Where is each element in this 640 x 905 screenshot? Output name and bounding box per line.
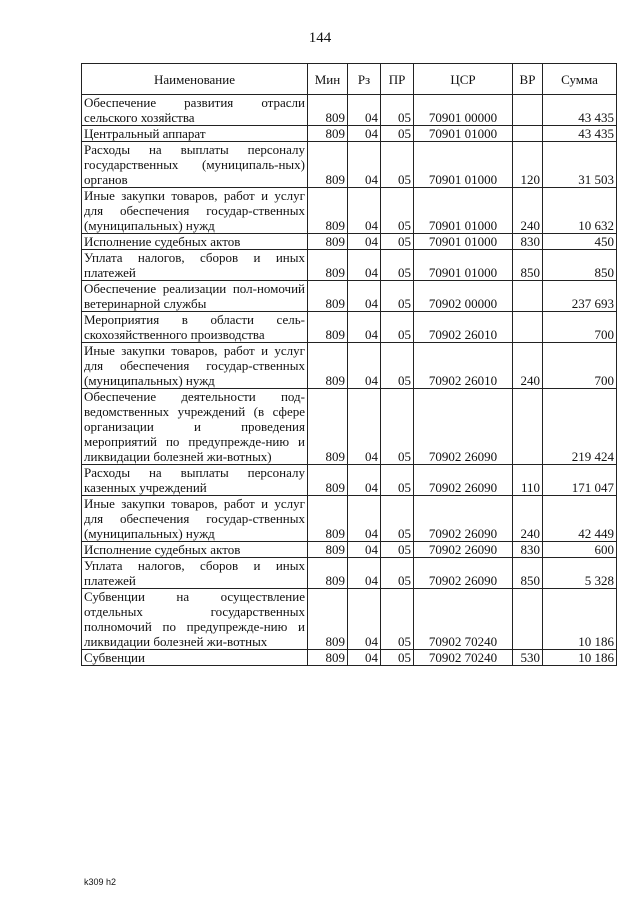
cell-vr: [513, 281, 543, 312]
table-row: [82, 496, 617, 542]
cell-name: Исполнение судебных актов: [82, 542, 308, 558]
header-rz: Рз: [348, 64, 381, 95]
cell-sum: 10 186: [543, 650, 617, 666]
cell-name: Обеспечение развития отрасли сельского хозяйства: [82, 95, 308, 126]
cell-pr: 05: [381, 281, 414, 312]
cell-pr: 05: [381, 188, 414, 234]
cell-csr: 70902 26090: [414, 465, 513, 496]
cell-name: Центральный аппарат: [82, 126, 308, 142]
cell-pr: 05: [381, 126, 414, 142]
cell-sum: 5 328: [543, 558, 617, 589]
cell-pr: 05: [381, 589, 414, 650]
cell-vr: [513, 589, 543, 650]
table-row: [82, 389, 617, 465]
cell-rz: 04: [348, 650, 381, 666]
cell-csr: 70902 26090: [414, 496, 513, 542]
cell-csr: 70902 70240: [414, 589, 513, 650]
header-vr: ВР: [513, 64, 543, 95]
cell-sum: 700: [543, 312, 617, 343]
cell-vr: [513, 389, 543, 465]
table-row: [82, 343, 617, 389]
cell-name: Иные закупки товаров, работ и услуг для обеспечения государ-ственных (муниципальных) нужд: [82, 343, 308, 389]
cell-rz: 04: [348, 281, 381, 312]
cell-min: 809: [308, 250, 348, 281]
cell-min: 809: [308, 465, 348, 496]
cell-name: Уплата налогов, сборов и иных платежей: [82, 558, 308, 589]
cell-vr: 530: [513, 650, 543, 666]
cell-name: Расходы на выплаты персоналу государственных (муниципаль-ных) органов: [82, 142, 308, 188]
cell-name: Уплата налогов, сборов и иных платежей: [82, 250, 308, 281]
budget-table: [81, 63, 617, 666]
cell-min: 809: [308, 650, 348, 666]
cell-vr: [513, 95, 543, 126]
cell-min: 809: [308, 312, 348, 343]
cell-name: Иные закупки товаров, работ и услуг для обеспечения государ-ственных (муниципальных) нужд: [82, 496, 308, 542]
cell-rz: 04: [348, 142, 381, 188]
cell-rz: 04: [348, 542, 381, 558]
cell-min: 809: [308, 558, 348, 589]
cell-name: Мероприятия в области сель-скохозяйственного производства: [82, 312, 308, 343]
cell-pr: 05: [381, 389, 414, 465]
cell-rz: 04: [348, 496, 381, 542]
cell-rz: 04: [348, 312, 381, 343]
cell-vr: 120: [513, 142, 543, 188]
cell-sum: 43 435: [543, 126, 617, 142]
cell-sum: 850: [543, 250, 617, 281]
page-number: 144: [308, 30, 332, 46]
cell-rz: 04: [348, 95, 381, 126]
cell-csr: 70901 01000: [414, 188, 513, 234]
header-pr: ПР: [381, 64, 414, 95]
footer-code: k309 h2: [84, 877, 117, 887]
cell-sum: 10 632: [543, 188, 617, 234]
cell-min: 809: [308, 389, 348, 465]
cell-csr: 70902 26090: [414, 389, 513, 465]
table-row: [82, 234, 617, 250]
cell-vr: 240: [513, 188, 543, 234]
cell-sum: 31 503: [543, 142, 617, 188]
cell-sum: 450: [543, 234, 617, 250]
table-row: [82, 95, 617, 126]
cell-name: Обеспечение деятельности под-ведомственных учреждений (в сфере организации и проведения мероприятий по предупрежде-нию и ликвидации болезней жи-вотных): [82, 389, 308, 465]
cell-rz: 04: [348, 589, 381, 650]
header-name: Наименование: [82, 64, 308, 95]
cell-csr: 70902 70240: [414, 650, 513, 666]
cell-pr: 05: [381, 142, 414, 188]
cell-pr: 05: [381, 542, 414, 558]
cell-rz: 04: [348, 188, 381, 234]
table-row: [82, 650, 617, 666]
header-min: Мин: [308, 64, 348, 95]
cell-pr: 05: [381, 312, 414, 343]
cell-min: 809: [308, 234, 348, 250]
cell-min: 809: [308, 496, 348, 542]
cell-vr: [513, 126, 543, 142]
cell-name: Обеспечение реализации пол-номочий ветеринарной службы: [82, 281, 308, 312]
cell-name: Иные закупки товаров, работ и услуг для обеспечения государ-ственных (муниципальных) нужд: [82, 188, 308, 234]
cell-csr: 70901 01000: [414, 142, 513, 188]
table-row: [82, 188, 617, 234]
cell-sum: 700: [543, 343, 617, 389]
cell-vr: 850: [513, 250, 543, 281]
cell-sum: 219 424: [543, 389, 617, 465]
cell-pr: 05: [381, 343, 414, 389]
cell-pr: 05: [381, 95, 414, 126]
cell-rz: 04: [348, 343, 381, 389]
cell-rz: 04: [348, 234, 381, 250]
cell-csr: 70902 00000: [414, 281, 513, 312]
cell-min: 809: [308, 281, 348, 312]
cell-min: 809: [308, 142, 348, 188]
cell-vr: 830: [513, 234, 543, 250]
cell-sum: 43 435: [543, 95, 617, 126]
cell-vr: 240: [513, 343, 543, 389]
table-row: [82, 465, 617, 496]
table-header-row: [82, 64, 617, 95]
table-row: [82, 126, 617, 142]
cell-name: Исполнение судебных актов: [82, 234, 308, 250]
cell-rz: 04: [348, 389, 381, 465]
cell-csr: 70901 01000: [414, 234, 513, 250]
cell-sum: 42 449: [543, 496, 617, 542]
cell-vr: 240: [513, 496, 543, 542]
cell-min: 809: [308, 542, 348, 558]
cell-rz: 04: [348, 465, 381, 496]
cell-sum: 10 186: [543, 589, 617, 650]
cell-name: Субвенции: [82, 650, 308, 666]
cell-pr: 05: [381, 234, 414, 250]
cell-pr: 05: [381, 496, 414, 542]
cell-min: 809: [308, 95, 348, 126]
cell-vr: 830: [513, 542, 543, 558]
cell-name: Субвенции на осуществление отдельных государственных полномочий по предупрежде-нию и ликвидации болезней жи-вотных: [82, 589, 308, 650]
cell-rz: 04: [348, 250, 381, 281]
cell-csr: 70901 01000: [414, 126, 513, 142]
cell-min: 809: [308, 589, 348, 650]
cell-pr: 05: [381, 465, 414, 496]
cell-vr: 850: [513, 558, 543, 589]
cell-csr: 70901 01000: [414, 250, 513, 281]
cell-name: Расходы на выплаты персоналу казенных учреждений: [82, 465, 308, 496]
table-row: [82, 142, 617, 188]
cell-csr: 70902 26010: [414, 312, 513, 343]
cell-vr: [513, 312, 543, 343]
table-row: [82, 589, 617, 650]
cell-csr: 70902 26090: [414, 558, 513, 589]
cell-min: 809: [308, 126, 348, 142]
cell-rz: 04: [348, 126, 381, 142]
cell-sum: 237 693: [543, 281, 617, 312]
cell-pr: 05: [381, 250, 414, 281]
cell-pr: 05: [381, 650, 414, 666]
table-row: [82, 250, 617, 281]
table-row: [82, 542, 617, 558]
cell-csr: 70902 26010: [414, 343, 513, 389]
cell-csr: 70902 26090: [414, 542, 513, 558]
cell-min: 809: [308, 343, 348, 389]
cell-pr: 05: [381, 558, 414, 589]
cell-sum: 171 047: [543, 465, 617, 496]
table-row: [82, 558, 617, 589]
cell-rz: 04: [348, 558, 381, 589]
cell-csr: 70901 00000: [414, 95, 513, 126]
table-row: [82, 281, 617, 312]
header-csr: ЦСР: [414, 64, 513, 95]
cell-min: 809: [308, 188, 348, 234]
cell-sum: 600: [543, 542, 617, 558]
cell-vr: 110: [513, 465, 543, 496]
table-body: [82, 95, 617, 666]
header-sum: Сумма: [543, 64, 617, 95]
table-row: [82, 312, 617, 343]
